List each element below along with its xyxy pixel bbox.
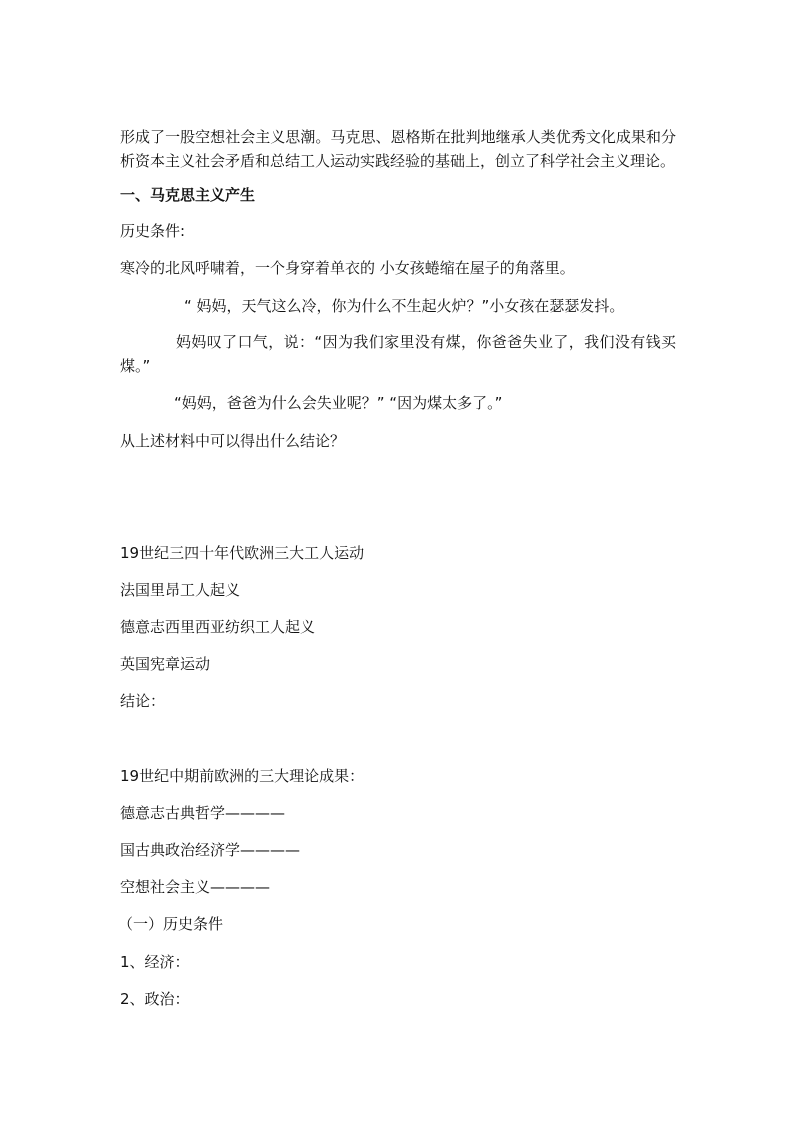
theory-item-1: 德意志古典哲学———— [120,804,286,822]
theories-title: 19世纪中期前欧洲的三大理论成果： [120,767,365,785]
section-heading: 一、马克思主义产生 [120,186,256,204]
movement-item-2: 德意志西里西亚纺织工人起义 [120,618,316,636]
list-item-economy: 1、经济： [120,953,190,971]
movement-item-3: 英国宪章运动 [120,655,211,673]
theory-item-2: 国古典政治经济学———— [120,841,301,859]
movements-title: 19世纪三四十年代欧洲三大工人运动 [120,544,365,562]
story-line-1: 寒冷的北风呼啸着，一个身穿着单衣的 小女孩蜷缩在屋子的角落里。 [120,259,575,277]
question-text: 从上述材料中可以得出什么结论？ [120,432,346,450]
list-item-politics: 2、政治： [120,990,190,1008]
story-line-2: “ 妈妈，天气这么冷，你为什么不生起火炉？”小女孩在瑟瑟发抖。 [184,297,625,315]
story-line-4: “妈妈，爸爸为什么会失业呢？” “因为煤太多了。” [174,394,503,412]
subsection-heading: （一）历史条件 [118,915,224,933]
historical-conditions-label: 历史条件: [120,222,186,240]
conclusion-label: 结论： [120,692,166,710]
story-line-3: 妈妈叹了口气，说：“因为我们家里没有煤，你爸爸失业了，我们没有钱买煤。” [120,333,676,375]
theory-item-3: 空想社会主义———— [120,878,271,896]
intro-paragraph: 形成了一股空想社会主义思潮。马克思、恩格斯在批判地继承人类优秀文化成果和分析资本主义社会矛盾和总结工人运动实践经验的基础上，创立了科学社会主义理论。 [120,128,676,170]
movement-item-1: 法国里昂工人起义 [120,581,241,599]
